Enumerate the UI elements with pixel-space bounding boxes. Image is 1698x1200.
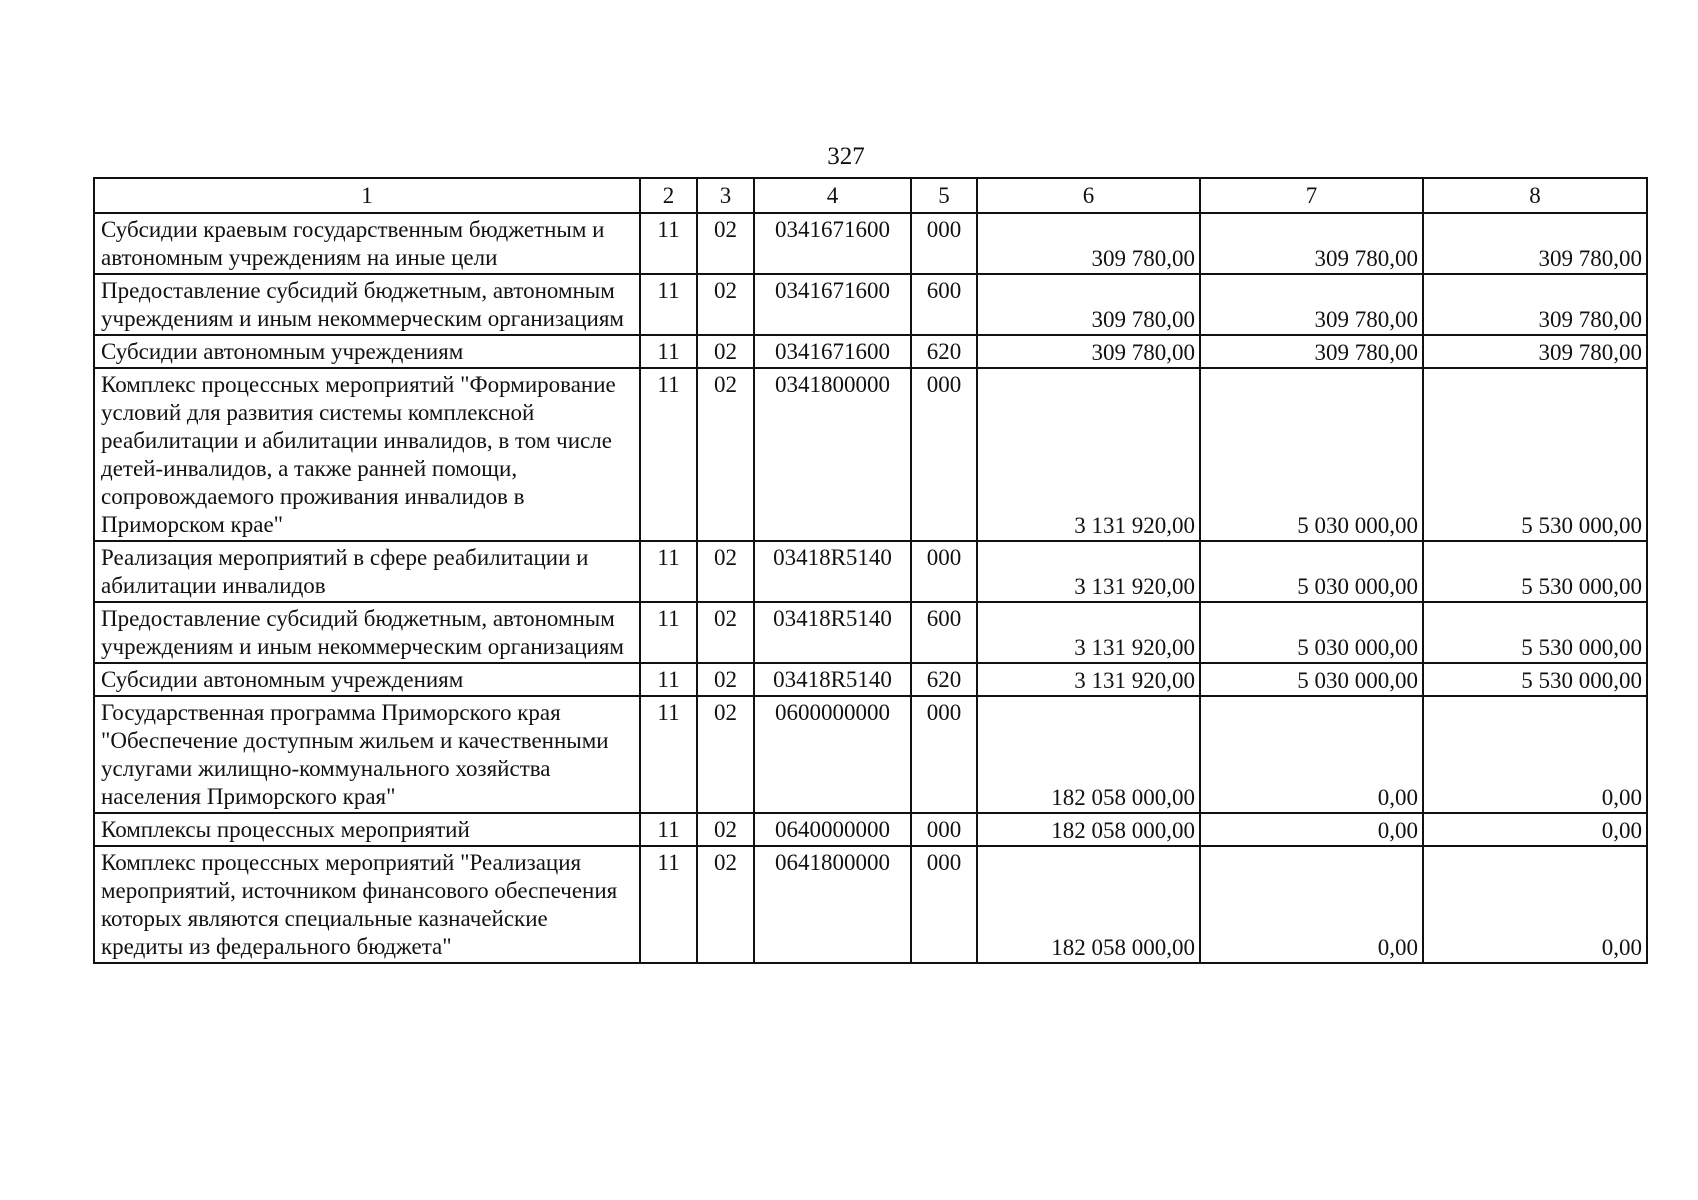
- expense-type-code-cell: 000: [911, 813, 977, 846]
- expense-name-cell: Предоставление субсидий бюджетным, автономным учреждениям и иным некоммерческим организациям: [94, 602, 640, 663]
- amount-col6-cell: 182 058 000,00: [977, 696, 1200, 813]
- amount-col7-cell: 309 780,00: [1200, 213, 1423, 274]
- amount-col7-cell: 0,00: [1200, 696, 1423, 813]
- section-code-cell: 11: [640, 274, 697, 335]
- budget-table: [93, 177, 1648, 964]
- amount-col6-cell: 182 058 000,00: [977, 813, 1200, 846]
- column-header: 4: [754, 178, 911, 213]
- amount-col8-cell: 0,00: [1423, 696, 1647, 813]
- table-row: [94, 602, 1647, 663]
- amount-col6-cell: 3 131 920,00: [977, 541, 1200, 602]
- column-header: 6: [977, 178, 1200, 213]
- column-header: 7: [1200, 178, 1423, 213]
- table-row: [94, 335, 1647, 368]
- amount-col8-cell: 0,00: [1423, 813, 1647, 846]
- subsection-code-cell: 02: [697, 541, 754, 602]
- amount-col6-cell: 182 058 000,00: [977, 846, 1200, 963]
- expense-name-cell: Государственная программа Приморского края "Обеспечение доступным жильем и качественными услугами жилищно-коммунального хозяйства населения Приморского края": [94, 696, 640, 813]
- subsection-code-cell: 02: [697, 368, 754, 541]
- subsection-code-cell: 02: [697, 274, 754, 335]
- subsection-code-cell: 02: [697, 696, 754, 813]
- amount-col8-cell: 5 530 000,00: [1423, 663, 1647, 696]
- section-code-cell: 11: [640, 602, 697, 663]
- amount-col7-cell: 5 030 000,00: [1200, 368, 1423, 541]
- amount-col6-cell: 3 131 920,00: [977, 368, 1200, 541]
- section-code-cell: 11: [640, 696, 697, 813]
- subsection-code-cell: 02: [697, 213, 754, 274]
- amount-col7-cell: 5 030 000,00: [1200, 541, 1423, 602]
- expense-type-code-cell: 600: [911, 274, 977, 335]
- section-code-cell: 11: [640, 213, 697, 274]
- amount-col8-cell: 0,00: [1423, 846, 1647, 963]
- expense-type-code-cell: 600: [911, 602, 977, 663]
- column-header: 3: [697, 178, 754, 213]
- amount-col7-cell: 5 030 000,00: [1200, 602, 1423, 663]
- target-item-code-cell: 0341800000: [754, 368, 911, 541]
- section-code-cell: 11: [640, 846, 697, 963]
- amount-col8-cell: 5 530 000,00: [1423, 368, 1647, 541]
- table-row: [94, 663, 1647, 696]
- column-header: 5: [911, 178, 977, 213]
- target-item-code-cell: 0640000000: [754, 813, 911, 846]
- expense-type-code-cell: 000: [911, 846, 977, 963]
- target-item-code-cell: 0341671600: [754, 213, 911, 274]
- section-code-cell: 11: [640, 813, 697, 846]
- subsection-code-cell: 02: [697, 663, 754, 696]
- expense-name-cell: Субсидии краевым государственным бюджетным и автономным учреждениям на иные цели: [94, 213, 640, 274]
- expense-name-cell: Комплексы процессных мероприятий: [94, 813, 640, 846]
- column-header: 8: [1423, 178, 1647, 213]
- table-header-row: [94, 178, 1647, 213]
- target-item-code-cell: 0600000000: [754, 696, 911, 813]
- subsection-code-cell: 02: [697, 335, 754, 368]
- amount-col8-cell: 5 530 000,00: [1423, 602, 1647, 663]
- expense-type-code-cell: 000: [911, 696, 977, 813]
- table-row: [94, 846, 1647, 963]
- target-item-code-cell: 0641800000: [754, 846, 911, 963]
- target-item-code-cell: 03418R5140: [754, 541, 911, 602]
- section-code-cell: 11: [640, 663, 697, 696]
- amount-col7-cell: 309 780,00: [1200, 335, 1423, 368]
- target-item-code-cell: 0341671600: [754, 335, 911, 368]
- table-row: [94, 541, 1647, 602]
- expense-type-code-cell: 000: [911, 368, 977, 541]
- amount-col6-cell: 3 131 920,00: [977, 663, 1200, 696]
- section-code-cell: 11: [640, 335, 697, 368]
- target-item-code-cell: 03418R5140: [754, 663, 911, 696]
- amount-col8-cell: 309 780,00: [1423, 213, 1647, 274]
- expense-name-cell: Субсидии автономным учреждениям: [94, 335, 640, 368]
- expense-name-cell: Реализация мероприятий в сфере реабилитации и абилитации инвалидов: [94, 541, 640, 602]
- amount-col6-cell: 309 780,00: [977, 274, 1200, 335]
- column-header: 1: [94, 178, 640, 213]
- expense-type-code-cell: 000: [911, 541, 977, 602]
- amount-col6-cell: 309 780,00: [977, 213, 1200, 274]
- table-row: [94, 274, 1647, 335]
- target-item-code-cell: 0341671600: [754, 274, 911, 335]
- expense-type-code-cell: 620: [911, 663, 977, 696]
- table-row: [94, 368, 1647, 541]
- subsection-code-cell: 02: [697, 846, 754, 963]
- amount-col6-cell: 3 131 920,00: [977, 602, 1200, 663]
- page-number: 327: [827, 143, 865, 170]
- amount-col8-cell: 309 780,00: [1423, 274, 1647, 335]
- expense-name-cell: Комплекс процессных мероприятий "Реализация мероприятий, источником финансового обеспечения которых являются специальные казначейские кредиты из федерального бюджета": [94, 846, 640, 963]
- expense-name-cell: Комплекс процессных мероприятий "Формирование условий для развития системы комплексной реабилитации и абилитации инвалидов, в том числе детей-инвалидов, а также ранней помощи, сопровождаемого проживания инвалидов в Приморском крае": [94, 368, 640, 541]
- amount-col6-cell: 309 780,00: [977, 335, 1200, 368]
- table-row: [94, 813, 1647, 846]
- table-row: [94, 213, 1647, 274]
- amount-col7-cell: 0,00: [1200, 813, 1423, 846]
- table-row: [94, 696, 1647, 813]
- amount-col8-cell: 5 530 000,00: [1423, 541, 1647, 602]
- subsection-code-cell: 02: [697, 602, 754, 663]
- expense-type-code-cell: 000: [911, 213, 977, 274]
- amount-col8-cell: 309 780,00: [1423, 335, 1647, 368]
- expense-type-code-cell: 620: [911, 335, 977, 368]
- target-item-code-cell: 03418R5140: [754, 602, 911, 663]
- expense-name-cell: Субсидии автономным учреждениям: [94, 663, 640, 696]
- subsection-code-cell: 02: [697, 813, 754, 846]
- amount-col7-cell: 309 780,00: [1200, 274, 1423, 335]
- expense-name-cell: Предоставление субсидий бюджетным, автономным учреждениям и иным некоммерческим организациям: [94, 274, 640, 335]
- section-code-cell: 11: [640, 368, 697, 541]
- amount-col7-cell: 0,00: [1200, 846, 1423, 963]
- amount-col7-cell: 5 030 000,00: [1200, 663, 1423, 696]
- section-code-cell: 11: [640, 541, 697, 602]
- column-header: 2: [640, 178, 697, 213]
